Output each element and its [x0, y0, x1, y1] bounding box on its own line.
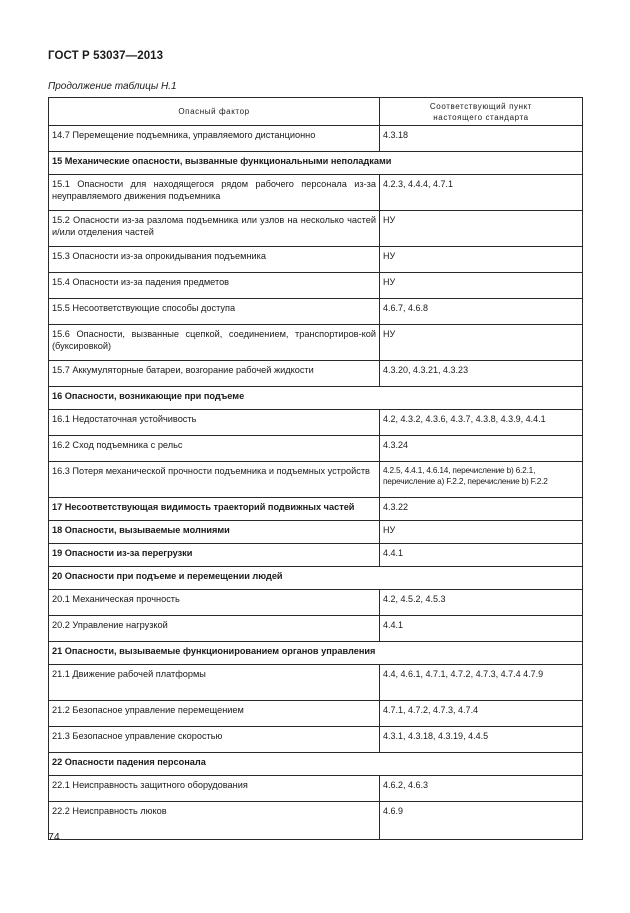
table-row [49, 361, 583, 387]
table-caption: Продолжение таблицы Н.1 [48, 81, 177, 92]
table-row [49, 802, 583, 840]
table-row [49, 462, 583, 498]
document-id: ГОСТ Р 53037—2013 [48, 50, 164, 62]
section-title: 16 Опасности, возникающие при подъеме [49, 387, 583, 410]
page-number: 74 [48, 831, 60, 843]
standard-clause: 4.3.18 [380, 126, 583, 152]
standard-clause: 4.6.9 [380, 802, 583, 840]
table-row [49, 299, 583, 325]
table-row [49, 498, 583, 521]
standard-clause: НУ [380, 247, 583, 273]
standard-clause: 4.3.1, 4.3.18, 4.3.19, 4.4.5 [380, 727, 583, 753]
section-row [49, 642, 583, 665]
hazard-factor: 20.1 Механическая прочность [49, 590, 380, 616]
table-row [49, 776, 583, 802]
standard-clause: НУ [380, 325, 583, 361]
column-header-reference-line2: настоящего стандарта [433, 112, 529, 122]
section-row [49, 387, 583, 410]
section-row [49, 753, 583, 776]
standard-clause: 4.2, 4.5.2, 4.5.3 [380, 590, 583, 616]
standard-clause: 4.3.24 [380, 436, 583, 462]
hazard-factor: 21.3 Безопасное управление скоростью [49, 727, 380, 753]
table-row [49, 521, 583, 544]
table-row [49, 410, 583, 436]
table-row [49, 273, 583, 299]
hazard-factor: 15.7 Аккумуляторные батареи, возгорание рабочей жидкости [49, 361, 380, 387]
hazard-factor: 15.4 Опасности из-за падения предметов [49, 273, 380, 299]
hazard-factor: 19 Опасности из-за перегрузки [49, 544, 380, 567]
table-row [49, 727, 583, 753]
hazard-table [48, 97, 583, 840]
hazard-factor: 15.2 Опасности из-за разлома подъемника или узлов на несколько частей и/или отделения частей [49, 211, 380, 247]
hazard-factor: 16.1 Недостаточная устойчивость [49, 410, 380, 436]
table-row [49, 616, 583, 642]
table-row [49, 436, 583, 462]
standard-clause: НУ [380, 211, 583, 247]
table-row [49, 175, 583, 211]
standard-clause: 4.4.1 [380, 544, 583, 567]
hazard-factor: 16.2 Сход подъемника с рельс [49, 436, 380, 462]
table-row [49, 701, 583, 727]
standard-clause: НУ [380, 521, 583, 544]
table-row [49, 211, 583, 247]
standard-clause: 4.3.22 [380, 498, 583, 521]
hazard-factor: 15.5 Несоответствующие способы доступа [49, 299, 380, 325]
standard-clause: 4.4.1 [380, 616, 583, 642]
standard-clause: НУ [380, 273, 583, 299]
hazard-factor: 22.1 Неисправность защитного оборудования [49, 776, 380, 802]
standard-clause: 4.7.1, 4.7.2, 4.7.3, 4.7.4 [380, 701, 583, 727]
hazard-factor: 17 Несоответствующая видимость траекторий подвижных частей [49, 498, 380, 521]
standard-clause: 4.2, 4.3.2, 4.3.6, 4.3.7, 4.3.8, 4.3.9, 4.4.1 [380, 410, 583, 436]
table-row [49, 590, 583, 616]
standard-clause: 4.3.20, 4.3.21, 4.3.23 [380, 361, 583, 387]
hazard-factor: 20.2 Управление нагрузкой [49, 616, 380, 642]
standard-clause: 4.2.5, 4.4.1, 4.6.14, перечисление b) 6.2.1, перечисление a) F.2.2, перечисление b) F.2.2 [380, 462, 583, 498]
section-title: 22 Опасности падения персонала [49, 753, 583, 776]
standard-clause: 4.6.7, 4.6.8 [380, 299, 583, 325]
hazard-factor: 15.3 Опасности из-за опрокидывания подъемника [49, 247, 380, 273]
column-header-reference [380, 98, 583, 126]
standard-clause: 4.2.3, 4.4.4, 4.7.1 [380, 175, 583, 211]
column-header-reference-line1: Соответствующий пункт [429, 101, 533, 111]
hazard-factor: 15.6 Опасности, вызванные сцепкой, соединением, транспортиров-кой (буксировкой) [49, 325, 380, 361]
table-row [49, 325, 583, 361]
hazard-factor: 22.2 Неисправность люков [49, 802, 380, 840]
column-header-factor: Опасный фактор [49, 98, 380, 126]
hazard-factor: 14.7 Перемещение подъемника, управляемого дистанционно [49, 126, 380, 152]
hazard-factor: 18 Опасности, вызываемые молниями [49, 521, 380, 544]
hazard-factor: 15.1 Опасности для находящегося рядом рабочего персонала из-за неуправляемого движения подъемника [49, 175, 380, 211]
section-title: 20 Опасности при подъеме и перемещении людей [49, 567, 583, 590]
hazard-factor: 21.1 Движение рабочей платформы [49, 665, 380, 701]
hazard-factor: 16.3 Потеря механической прочности подъемника и подъемных устройств [49, 462, 380, 498]
standard-clause: 4.4, 4.6.1, 4.7.1, 4.7.2, 4.7.3, 4.7.4 4.7.9 [380, 665, 583, 701]
section-row [49, 152, 583, 175]
table-row [49, 544, 583, 567]
table-row [49, 665, 583, 701]
table-row [49, 126, 583, 152]
hazard-factor: 21.2 Безопасное управление перемещением [49, 701, 380, 727]
section-title: 21 Опасности, вызываемые функционированием органов управления [49, 642, 583, 665]
section-row [49, 567, 583, 590]
section-title: 15 Механические опасности, вызванные функциональными неполадками [49, 152, 583, 175]
table-header-row [49, 98, 583, 126]
standard-clause: 4.6.2, 4.6.3 [380, 776, 583, 802]
table-row [49, 247, 583, 273]
